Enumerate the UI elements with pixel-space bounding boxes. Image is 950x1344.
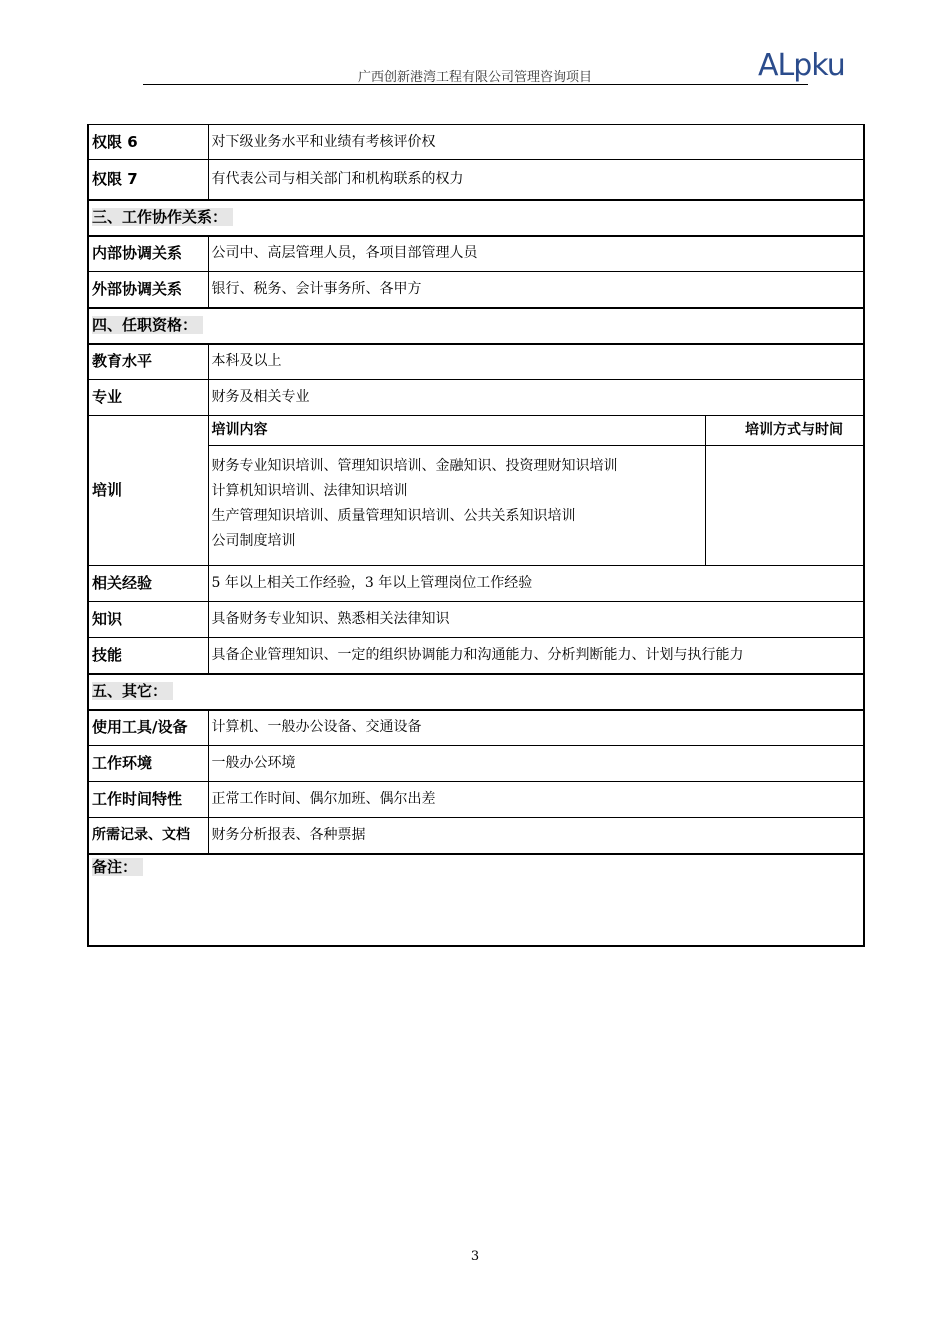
section-header-row: [88, 200, 864, 236]
table-row: [88, 818, 864, 854]
header-divider: [143, 84, 808, 85]
row-value: 5 年以上相关工作经验，3 年以上管理岗位工作经验: [208, 566, 864, 602]
section-header-row: [88, 308, 864, 344]
training-method-value: [705, 446, 864, 566]
company-logo: [758, 48, 870, 84]
job-description-table: [87, 124, 865, 947]
training-method-header: 培训方式与时间: [705, 416, 864, 446]
logo-wordmark: ALpku: [758, 48, 845, 83]
row-value: 具备企业管理知识、一定的组织协调能力和沟通能力、分析判断能力、计划与执行能力: [208, 638, 864, 674]
row-value: 公司中、高层管理人员，各项目部管理人员: [208, 236, 864, 272]
notes-row: [88, 854, 864, 946]
document-header-title: 广西创新港湾工程有限公司管理咨询项目: [357, 70, 592, 85]
row-label: 工作环境: [88, 746, 208, 782]
training-header-row: [88, 416, 864, 446]
list-item: 计算机知识培训、法律知识培训: [211, 483, 408, 499]
row-label: 工作时间特性: [88, 782, 208, 818]
table-row: [88, 782, 864, 818]
row-label: 内部协调关系: [88, 236, 208, 272]
row-label: 外部协调关系: [88, 272, 208, 308]
row-label: 权限 7: [88, 160, 208, 200]
row-label: 相关经验: [88, 566, 208, 602]
list-item: 公司制度培训: [211, 533, 296, 549]
section-title-qualifications: 四、任职资格：: [92, 316, 203, 334]
table-row: [88, 638, 864, 674]
row-value: 本科及以上: [208, 344, 864, 380]
table-row: [88, 710, 864, 746]
row-label: 培训: [88, 416, 208, 566]
row-value: 银行、税务、会计事务所、各甲方: [208, 272, 864, 308]
row-label: 权限 6: [88, 125, 208, 160]
table-row: [88, 380, 864, 416]
table-row: [88, 566, 864, 602]
training-content-list: [208, 446, 705, 566]
table-row: [88, 272, 864, 308]
list-item: 生产管理知识培训、质量管理知识培训、公共关系知识培训: [211, 508, 576, 524]
row-value: 一般办公环境: [208, 746, 864, 782]
row-label: 技能: [88, 638, 208, 674]
section-title-other: 五、其它：: [92, 682, 173, 700]
row-value: 财务分析报表、各种票据: [208, 818, 864, 854]
row-value: 有代表公司与相关部门和机构联系的权力: [208, 160, 864, 200]
row-value: 正常工作时间、偶尔加班、偶尔出差: [208, 782, 864, 818]
section-title-collaboration: 三、工作协作关系：: [92, 208, 233, 226]
section-header-row: [88, 674, 864, 710]
section-title-notes: 备注：: [92, 858, 143, 876]
table-row: [88, 125, 864, 160]
row-value: 对下级业务水平和业绩有考核评价权: [208, 125, 864, 160]
row-value: 具备财务专业知识、熟悉相关法律知识: [208, 602, 864, 638]
table-row: [88, 602, 864, 638]
table-row: [88, 344, 864, 380]
row-value: 计算机、一般办公设备、交通设备: [208, 710, 864, 746]
row-label: 所需记录、文档: [88, 818, 208, 854]
row-value: 财务及相关专业: [208, 380, 864, 416]
table-row: [88, 236, 864, 272]
list-item: 财务专业知识培训、管理知识培训、金融知识、投资理财知识培训: [211, 458, 618, 474]
table-row: [88, 160, 864, 200]
table-row: [88, 746, 864, 782]
row-label: 专业: [88, 380, 208, 416]
training-content-header: 培训内容: [208, 416, 705, 446]
row-label: 教育水平: [88, 344, 208, 380]
page-number: 3: [470, 1249, 480, 1264]
row-label: 知识: [88, 602, 208, 638]
row-label: 使用工具/设备: [88, 710, 208, 746]
